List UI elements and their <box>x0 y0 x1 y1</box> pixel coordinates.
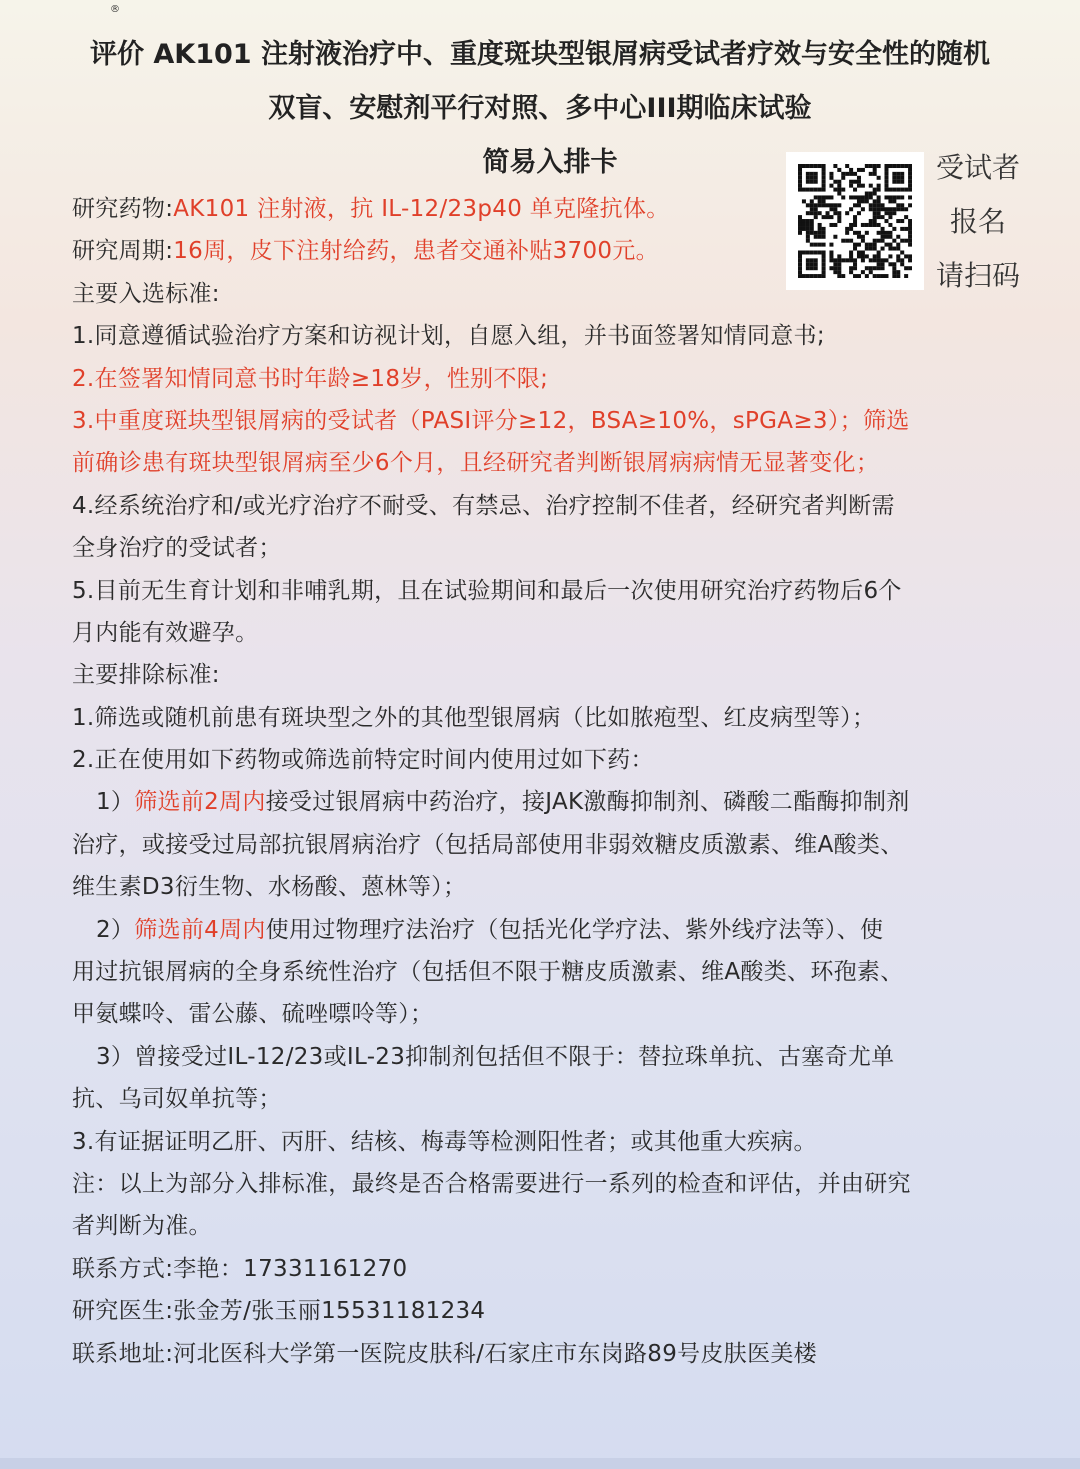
qr-module <box>833 180 837 184</box>
note-line-1: 注：以上为部分入排标准，最终是否合格需要进行一系列的检查和评估，并由研究 <box>72 1170 911 1197</box>
exclusion-item-2: 2.正在使用如下药物或筛选前特定时间内使用过如下药： <box>72 747 654 774</box>
qr-module <box>802 164 806 168</box>
qr-module <box>833 164 837 168</box>
qr-module <box>853 172 857 176</box>
inclusion-item-4a: 4.经系统治疗和/或光疗治疗不耐受、有禁忌、治疗控制不佳者，经研究者判断需 <box>72 492 895 519</box>
qr-module <box>798 168 802 172</box>
inclusion-item-3b: 前确诊患有斑块型银屑病至少6个月，且经研究者判断银屑病病情无显著变化； <box>72 450 880 477</box>
subtitle: 简易入排卡 <box>482 147 618 178</box>
contact-doctor: 研究医生:张金芳/张玉丽15531181234 <box>72 1298 486 1325</box>
qr-module <box>810 176 814 180</box>
qr-module <box>810 164 814 168</box>
qr-module <box>896 164 900 168</box>
qr-module <box>884 180 888 184</box>
qr-module <box>822 176 826 180</box>
qr-module <box>857 176 861 180</box>
qr-module <box>908 164 912 168</box>
exclusion-sub-2-text: 使用过物理疗法治疗（包括光化学疗法、紫外线疗法等）、使 <box>265 916 884 943</box>
exclusion-item-3: 3.有证据证明乙肝、丙肝、结核、梅毒等检测阳性者；或其他重大疾病。 <box>72 1128 817 1155</box>
qr-module <box>841 176 845 180</box>
qr-module <box>873 168 877 172</box>
qr-module <box>869 172 873 176</box>
qr-module <box>873 172 877 176</box>
qr-module <box>814 176 818 180</box>
qr-module <box>884 172 888 176</box>
qr-module <box>884 164 888 168</box>
qr-module <box>822 172 826 176</box>
qr-module <box>853 180 857 184</box>
qr-module <box>837 180 841 184</box>
study-period-label: 研究周期: <box>72 238 174 265</box>
bottom-border <box>0 1458 1080 1469</box>
qr-module <box>892 176 896 180</box>
qr-module <box>877 164 881 168</box>
qr-module <box>841 172 845 176</box>
qr-module <box>849 172 853 176</box>
qr-module <box>829 172 833 176</box>
qr-module <box>908 176 912 180</box>
qr-module <box>810 172 814 176</box>
exclusion-sub-2-num: 2） <box>96 916 135 943</box>
qr-label-scan: 请扫码 <box>935 259 1020 292</box>
qr-module <box>861 168 865 172</box>
inclusion-item-4b: 全身治疗的受试者； <box>72 535 282 562</box>
qr-module <box>798 180 802 184</box>
qr-module <box>818 164 822 168</box>
exclusion-sub-3b: 抗、乌司奴单抗等； <box>72 1086 282 1113</box>
inclusion-heading: 主要入选标准: <box>72 280 220 307</box>
qr-module <box>908 168 912 172</box>
exclusion-sub-2b: 用过抗银屑病的全身系统性治疗（包括但不限于糖皮质激素、维A酸类、环孢素、 <box>72 959 904 986</box>
study-drug-value: AK101 注射液，抗 IL-12/23p40 单克隆抗体。 <box>173 196 670 222</box>
exclusion-sub-1b: 治疗，或接受过局部抗银屑病治疗（包括局部使用非弱效糖皮质激素、维A酸类、 <box>72 831 904 858</box>
qr-module <box>806 180 810 184</box>
qr-module <box>908 180 912 184</box>
qr-module <box>810 180 814 184</box>
qr-module <box>877 176 881 180</box>
qr-module <box>900 176 904 180</box>
inclusion-item-3a: 3.中重度斑块型银屑病的受试者（PASI评分≥12，BSA≥10%，sPGA≥3）；筛选 <box>72 407 910 434</box>
note-line-2: 者判断为准。 <box>72 1213 212 1240</box>
exclusion-sub-1-period: 筛选前2周内 <box>134 789 266 816</box>
qr-module <box>884 176 888 180</box>
exclusion-sub-1-num: 1） <box>96 789 135 816</box>
exclusion-sub-1c: 维生素D3衍生物、水杨酸、蒽林等）； <box>72 874 467 901</box>
contact-phone: 联系方式:李艳：17331161270 <box>72 1255 408 1282</box>
qr-module <box>849 168 853 172</box>
qr-module <box>806 172 810 176</box>
qr-module <box>837 168 841 172</box>
inclusion-item-2: 2.在签署知情同意书时年龄≥18岁，性别不限; <box>72 365 549 392</box>
qr-module <box>884 168 888 172</box>
qr-module <box>869 164 873 168</box>
qr-module <box>857 168 861 172</box>
qr-module <box>892 164 896 168</box>
qr-module <box>849 180 853 184</box>
exclusion-sub-2-period: 筛选前4周内 <box>134 916 266 943</box>
exclusion-sub-2c: 甲氨蝶呤、雷公藤、硫唑嘌呤等）； <box>72 1001 434 1028</box>
qr-module <box>865 164 869 168</box>
exclusion-item-1: 1.筛选或随机前患有斑块型之外的其他型银屑病（比如脓疱型、红皮病型等）； <box>72 704 876 731</box>
qr-module <box>896 180 900 184</box>
exclusion-sub-1-text: 接受过银屑病中药治疗，接JAK激酶抑制剂、磷酸二酯酶抑制剂 <box>265 789 910 816</box>
study-drug <box>72 188 1032 230</box>
qr-module <box>857 180 861 184</box>
inclusion-item-5b: 月内能有效避孕。 <box>72 619 259 646</box>
qr-module <box>829 176 833 180</box>
qr-module <box>900 164 904 168</box>
qr-module <box>845 172 849 176</box>
qr-module <box>845 164 849 168</box>
inclusion-item-1: 1.同意遵循试验治疗方案和访视计划，自愿入组，并书面签署知情同意书; <box>72 323 825 350</box>
content-body <box>72 188 1032 1375</box>
title-line-1: 评价 AK101 注射液治疗中、重度斑块型银屑病受试者疗效与安全性的随机 <box>90 39 990 70</box>
qr-label-register: 报名 <box>949 205 1006 238</box>
qr-module <box>798 164 802 168</box>
qr-module <box>806 164 810 168</box>
qr-module <box>888 164 892 168</box>
qr-module <box>798 172 802 176</box>
qr-module <box>904 164 908 168</box>
qr-module <box>822 164 826 168</box>
exclusion-sub-2a <box>72 909 1032 951</box>
study-period <box>72 230 1032 272</box>
exclusion-heading: 主要排除标准: <box>72 662 220 689</box>
qr-module <box>806 176 810 180</box>
qr-module <box>892 180 896 184</box>
qr-module <box>908 172 912 176</box>
contact-address: 联系地址:河北医科大学第一医院皮肤科/石家庄市东岗路89号皮肤医美楼 <box>72 1340 817 1367</box>
qr-module <box>896 176 900 180</box>
qr-module <box>814 164 818 168</box>
qr-module <box>896 172 900 176</box>
qr-module <box>873 164 877 168</box>
qr-module <box>798 176 802 180</box>
exclusion-sub-3a: 3）曾接受过IL-12/23或IL-23抑制剂包括但不限于：替拉珠单抗、古塞奇尤单 <box>96 1043 895 1070</box>
registered-mark: ® <box>110 4 120 15</box>
study-drug-label: 研究药物: <box>72 196 174 222</box>
study-period-value: 16周，皮下注射给药，患者交通补贴3700元。 <box>173 238 659 265</box>
qr-label-participant: 受试者 <box>935 151 1020 184</box>
title-line-2: 双盲、安慰剂平行对照、多中心III期临床试验 <box>268 93 812 124</box>
inclusion-item-5a: 5.目前无生育计划和非哺乳期，且在试验期间和最后一次使用研究治疗药物后6个 <box>72 577 902 604</box>
qr-module <box>814 172 818 176</box>
qr-module <box>892 172 896 176</box>
exclusion-sub-1a <box>72 781 1032 823</box>
qr-module <box>814 180 818 184</box>
qr-module <box>822 180 826 184</box>
qr-module <box>900 180 904 184</box>
qr-module <box>900 172 904 176</box>
qr-module <box>822 168 826 172</box>
